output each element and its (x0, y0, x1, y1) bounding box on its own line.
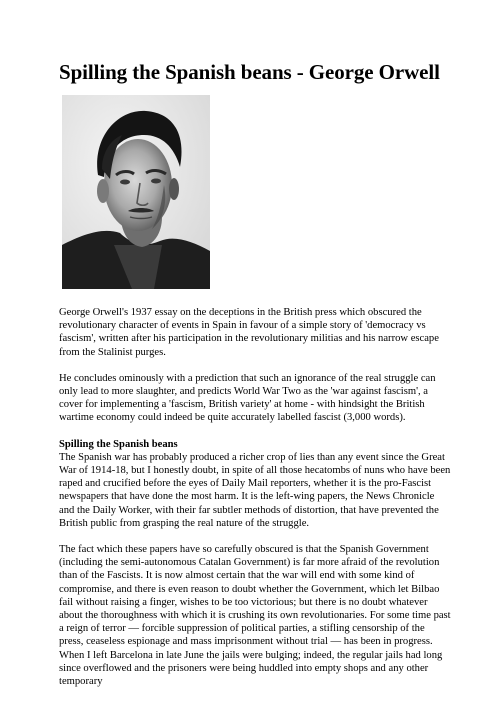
portrait-photo-icon (62, 95, 210, 289)
body-paragraph-2: The fact which these papers have so carefully obscured is that the Spanish Government (including the semi-autonomous Catalan Government) is far more afraid of the revolution than of the Fascists. It is now almost certain that the war will end with some kind of compromise, and there is even reason to doubt whether the Government, which let Bilbao fail without raising a finger, wishes to be too victorious; but there is no doubt whatever about the thoroughness with which it is crushing its own revolutionaries. For some time past a reign of terror — forcible suppression of political parties, a stifling censorship of the press, ceaseless espionage and mass imprisonment without trial — has been in progress. When I left Barcelona in late June the jails were bulging; indeed, the regular jails had long since overflowed and the prisoners were being huddled into empty shops and any other temporary (59, 544, 451, 688)
page-title: Spilling the Spanish beans - George Orwell (59, 60, 440, 84)
summary-paragraph: He concludes ominously with a prediction that such an ignorance of the real struggle can only lead to more slaughter, and predicts World War Two as the 'war against fascism', a cover for implementing a 'fascism, British variety' at home - with hindsight the British wartime economy could indeed be quite accurately labelled fascist (3,000 words). (59, 372, 436, 424)
body-paragraph-1: The Spanish war has probably produced a richer crop of lies than any event since the Great War of 1914-18, but I honestly doubt, in spite of all those hecatombs of nuns who have been raped and crucified before the eyes of Daily Mail reporters, whether it is the pro-Fascist newspapers that have done the most harm. It is the left-wing papers, the News Chronicle and the Daily Worker, with their far subtler methods of distortion, that have prevented the British public from grasping the real nature of the struggle. (59, 451, 451, 529)
intro-paragraph: George Orwell's 1937 essay on the deceptions in the British press which obscured the revolutionary character of events in Spain in favour of a simple story of 'democracy vs fascism', written after his participation in the revolutionary militias and his narrow escape from the Stalinist purges. (59, 307, 439, 358)
article-body (59, 306, 451, 701)
section-heading: Spilling the Spanish beans (59, 438, 178, 450)
section-block (59, 438, 451, 530)
